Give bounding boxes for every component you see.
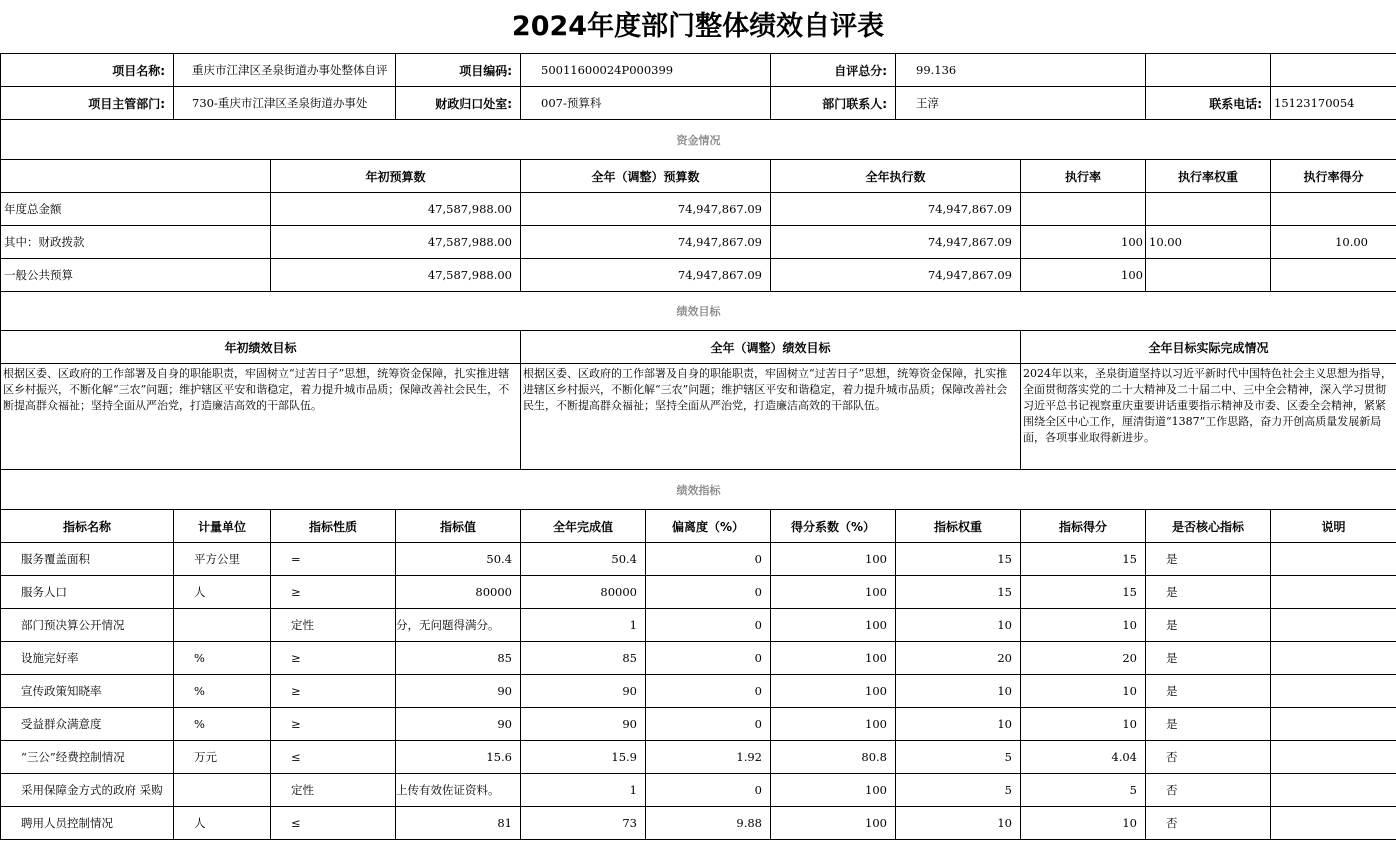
funds-header: 年初预算数 — [271, 160, 521, 193]
indicator-header: 指标性质 — [271, 510, 396, 543]
indicator-dev: 9.88 — [646, 807, 771, 840]
funds-initial: 47,587,988.00 — [271, 193, 521, 226]
indicator-nature: = — [271, 543, 396, 576]
funds-header: 全年（调整）预算数 — [521, 160, 771, 193]
indicator-coef: 100 — [771, 807, 896, 840]
dept-label: 项目主管部门: — [1, 87, 174, 120]
indicator-note — [1271, 543, 1396, 576]
funds-row-name: 年度总金额 — [1, 193, 271, 226]
indicator-value: 分，无问题得满分。 — [396, 609, 521, 642]
goals-header-actual: 全年目标实际完成情况 — [1021, 331, 1396, 364]
contact-label: 部门联系人: — [771, 87, 896, 120]
indicator-dev: 0 — [646, 774, 771, 807]
indicator-unit: 万元 — [174, 741, 271, 774]
indicator-dev: 1.92 — [646, 741, 771, 774]
indicator-note — [1271, 609, 1396, 642]
funds-score: 10.00 — [1271, 226, 1396, 259]
funds-weight — [1146, 259, 1271, 292]
project-code-value: 50011600024P000399 — [521, 54, 771, 87]
indicator-name: 采用保障金方式的政府 采购 — [1, 774, 174, 807]
indicator-row — [1, 774, 1396, 807]
indicator-value: 15.6 — [396, 741, 521, 774]
indicator-coef: 100 — [771, 642, 896, 675]
indicator-value: 上传有效佐证资料。 — [396, 774, 521, 807]
indicator-coef: 100 — [771, 708, 896, 741]
indicator-header: 指标值 — [396, 510, 521, 543]
indicator-weight: 5 — [896, 741, 1021, 774]
indicator-score: 10 — [1021, 807, 1146, 840]
indicator-dev: 0 — [646, 543, 771, 576]
indicator-weight: 15 — [896, 576, 1021, 609]
indicator-core: 是 — [1146, 609, 1271, 642]
indicator-unit: % — [174, 675, 271, 708]
empty-cell — [1, 160, 271, 193]
indicator-note — [1271, 741, 1396, 774]
indicator-done: 1 — [521, 774, 646, 807]
phone-label: 联系电话: — [1146, 87, 1271, 120]
indicator-nature: ≥ — [271, 642, 396, 675]
indicator-row — [1, 675, 1396, 708]
indicator-header: 是否核心指标 — [1146, 510, 1271, 543]
indicator-done: 85 — [521, 642, 646, 675]
goals-header-initial: 年初绩效目标 — [1, 331, 521, 364]
funds-header: 执行率得分 — [1271, 160, 1396, 193]
page-title: 2024年度部门整体绩效自评表 — [511, 11, 885, 42]
funds-executed: 74,947,867.09 — [771, 226, 1021, 259]
indicator-score: 10 — [1021, 609, 1146, 642]
indicator-header: 全年完成值 — [521, 510, 646, 543]
indicator-header: 指标权重 — [896, 510, 1021, 543]
indicator-score: 15 — [1021, 576, 1146, 609]
indicator-coef: 100 — [771, 675, 896, 708]
indicator-name: 宣传政策知晓率 — [1, 675, 174, 708]
funds-initial: 47,587,988.00 — [271, 259, 521, 292]
funds-score — [1271, 259, 1396, 292]
indicator-core: 否 — [1146, 774, 1271, 807]
indicator-value: 81 — [396, 807, 521, 840]
indicators-section-row — [1, 470, 1396, 510]
funds-score — [1271, 193, 1396, 226]
indicator-coef: 100 — [771, 774, 896, 807]
goal-actual-text: 2024年以来，圣泉街道坚持以习近平新时代中国特色社会主义思想为指导，全面贯彻落实党的二十大精神及二十届二中、三中全会精神，深入学习贯彻习近平总书记视察重庆重要讲话重要指示精神及市委、区委全会精神，紧紧围绕全区中心工作，厘清街道“1387”工作思路，奋力开创高质量发展新局面，各项事业取得新进步。 — [1021, 364, 1396, 470]
goals-section-title: 绩效目标 — [1, 292, 1396, 331]
indicator-header: 说明 — [1271, 510, 1396, 543]
indicator-unit — [174, 774, 271, 807]
indicator-unit: 人 — [174, 807, 271, 840]
indicator-score: 4.04 — [1021, 741, 1146, 774]
indicator-nature: 定性 — [271, 609, 396, 642]
score-label: 自评总分: — [771, 54, 896, 87]
indicator-core: 是 — [1146, 708, 1271, 741]
indicator-unit: % — [174, 708, 271, 741]
funds-weight: 10.00 — [1146, 226, 1271, 259]
funds-section-title: 资金情况 — [1, 120, 1396, 160]
indicator-weight: 15 — [896, 543, 1021, 576]
indicator-name: 服务人口 — [1, 576, 174, 609]
indicator-header: 偏离度（%） — [646, 510, 771, 543]
indicator-row — [1, 543, 1396, 576]
indicator-weight: 20 — [896, 642, 1021, 675]
indicator-nature: ≥ — [271, 576, 396, 609]
indicator-done: 73 — [521, 807, 646, 840]
indicator-core: 否 — [1146, 741, 1271, 774]
goals-header-row — [1, 331, 1396, 364]
indicator-core: 是 — [1146, 675, 1271, 708]
indicator-core: 是 — [1146, 543, 1271, 576]
indicator-core: 是 — [1146, 642, 1271, 675]
indicator-weight: 10 — [896, 708, 1021, 741]
finance-label: 财政归口处室: — [396, 87, 521, 120]
funds-rate — [1021, 193, 1146, 226]
indicator-row — [1, 642, 1396, 675]
contact-value: 王淳 — [896, 87, 1146, 120]
indicator-row — [1, 807, 1396, 840]
indicator-coef: 100 — [771, 576, 896, 609]
goal-adjusted-text: 根据区委、区政府的工作部署及自身的职能职责，牢固树立“过苦日子”思想，统筹资金保障，扎实推进辖区乡村振兴，不断化解“三农”问题；维护辖区平安和谐稳定，着力提升城市品质；保障改善社会民生，不断提高群众福祉；坚持全面从严治党，打造廉洁高效的干部队伍。 — [521, 364, 1021, 470]
indicator-dev: 0 — [646, 609, 771, 642]
indicator-weight: 5 — [896, 774, 1021, 807]
indicator-dev: 0 — [646, 708, 771, 741]
indicator-score: 15 — [1021, 543, 1146, 576]
score-value: 99.136 — [896, 54, 1146, 87]
indicator-note — [1271, 774, 1396, 807]
indicator-unit: % — [174, 642, 271, 675]
indicator-value: 90 — [396, 675, 521, 708]
goals-content-row — [1, 364, 1396, 470]
funds-adjusted: 74,947,867.09 — [521, 193, 771, 226]
funds-row-name: 其中：财政拨款 — [1, 226, 271, 259]
empty-cell — [1146, 54, 1271, 87]
finance-value: 007-预算科 — [521, 87, 771, 120]
indicator-value: 80000 — [396, 576, 521, 609]
indicator-value: 90 — [396, 708, 521, 741]
funds-executed: 74,947,867.09 — [771, 259, 1021, 292]
indicator-done: 1 — [521, 609, 646, 642]
project-name-value: 重庆市江津区圣泉街道办事处整体自评 — [174, 54, 396, 87]
funds-header: 全年执行数 — [771, 160, 1021, 193]
indicator-row — [1, 741, 1396, 774]
indicator-name: 受益群众满意度 — [1, 708, 174, 741]
funds-header-row — [1, 160, 1396, 193]
funds-weight — [1146, 193, 1271, 226]
indicator-header: 指标名称 — [1, 510, 174, 543]
project-name-label: 项目名称: — [1, 54, 174, 87]
funds-adjusted: 74,947,867.09 — [521, 226, 771, 259]
funds-rate: 100 — [1021, 226, 1146, 259]
indicator-value: 85 — [396, 642, 521, 675]
indicator-nature: 定性 — [271, 774, 396, 807]
indicator-name: 服务覆盖面积 — [1, 543, 174, 576]
project-code-label: 项目编码: — [396, 54, 521, 87]
indicators-section-title: 绩效指标 — [1, 470, 1396, 510]
indicator-core: 是 — [1146, 576, 1271, 609]
indicator-name: 设施完好率 — [1, 642, 174, 675]
indicator-score: 10 — [1021, 675, 1146, 708]
indicator-done: 90 — [521, 708, 646, 741]
indicator-unit — [174, 609, 271, 642]
indicator-done: 50.4 — [521, 543, 646, 576]
indicator-name: “三公”经费控制情况 — [1, 741, 174, 774]
indicator-note — [1271, 675, 1396, 708]
header-row-2 — [1, 87, 1396, 120]
funds-section-row — [1, 120, 1396, 160]
indicator-value: 50.4 — [396, 543, 521, 576]
indicator-core: 否 — [1146, 807, 1271, 840]
indicator-done: 80000 — [521, 576, 646, 609]
indicator-weight: 10 — [896, 609, 1021, 642]
indicator-dev: 0 — [646, 642, 771, 675]
funds-executed: 74,947,867.09 — [771, 193, 1021, 226]
indicator-note — [1271, 708, 1396, 741]
indicator-score: 5 — [1021, 774, 1146, 807]
indicator-row — [1, 576, 1396, 609]
funds-header: 执行率 — [1021, 160, 1146, 193]
indicators-header-row — [1, 510, 1396, 543]
indicator-coef: 100 — [771, 543, 896, 576]
indicator-name: 部门预决算公开情况 — [1, 609, 174, 642]
indicator-header: 得分系数（%） — [771, 510, 896, 543]
funds-row — [1, 259, 1396, 292]
indicator-row — [1, 708, 1396, 741]
funds-row — [1, 226, 1396, 259]
indicator-header: 计量单位 — [174, 510, 271, 543]
indicator-done: 15.9 — [521, 741, 646, 774]
dept-value: 730-重庆市江津区圣泉街道办事处 — [174, 87, 396, 120]
header-row-1 — [1, 54, 1396, 87]
funds-adjusted: 74,947,867.09 — [521, 259, 771, 292]
indicator-unit: 人 — [174, 576, 271, 609]
phone-value: 15123170054 — [1271, 87, 1396, 120]
goal-initial-text: 根据区委、区政府的工作部署及自身的职能职责，牢固树立“过苦日子”思想，统筹资金保障，扎实推进辖区乡村振兴，不断化解“三农”问题；维护辖区平安和谐稳定，着力提升城市品质；保障改善社会民生，不断提高群众福祉；坚持全面从严治党，打造廉洁高效的干部队伍。 — [1, 364, 521, 470]
indicator-weight: 10 — [896, 675, 1021, 708]
indicator-nature: ≥ — [271, 675, 396, 708]
indicator-name: 聘用人员控制情况 — [1, 807, 174, 840]
indicator-score: 10 — [1021, 708, 1146, 741]
indicator-dev: 0 — [646, 576, 771, 609]
indicator-weight: 10 — [896, 807, 1021, 840]
indicator-note — [1271, 576, 1396, 609]
indicator-coef: 80.8 — [771, 741, 896, 774]
empty-cell — [1271, 54, 1396, 87]
indicator-unit: 平方公里 — [174, 543, 271, 576]
indicator-header: 指标得分 — [1021, 510, 1146, 543]
goals-section-row — [1, 292, 1396, 331]
goals-header-adjusted: 全年（调整）绩效目标 — [521, 331, 1021, 364]
funds-rate: 100 — [1021, 259, 1146, 292]
indicator-score: 20 — [1021, 642, 1146, 675]
indicator-nature: ≤ — [271, 741, 396, 774]
indicator-nature: ≥ — [271, 708, 396, 741]
indicator-dev: 0 — [646, 675, 771, 708]
funds-header: 执行率权重 — [1146, 160, 1271, 193]
indicator-nature: ≤ — [271, 807, 396, 840]
indicator-coef: 100 — [771, 609, 896, 642]
indicator-note — [1271, 642, 1396, 675]
indicator-note — [1271, 807, 1396, 840]
funds-row-name: 一般公共预算 — [1, 259, 271, 292]
indicator-row — [1, 609, 1396, 642]
funds-initial: 47,587,988.00 — [271, 226, 521, 259]
evaluation-table — [0, 53, 1396, 840]
indicator-done: 90 — [521, 675, 646, 708]
funds-row — [1, 193, 1396, 226]
